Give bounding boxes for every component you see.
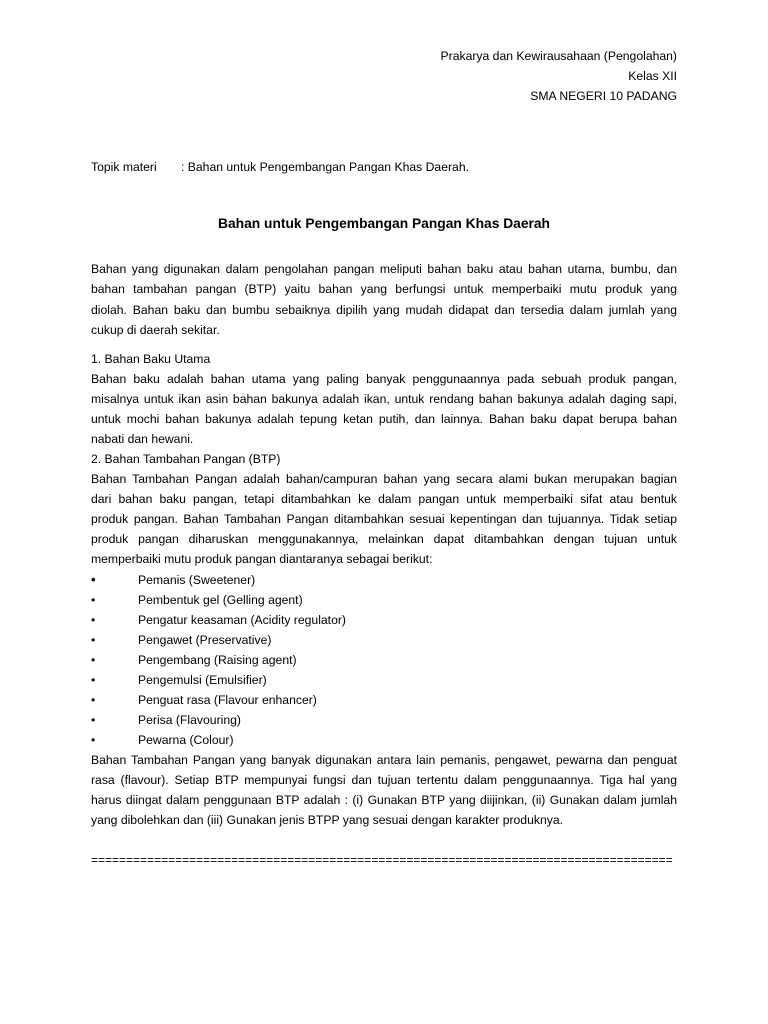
paragraph-line: dari bahan baku pangan, tetapi ditambahkan ke dalam pangan untuk memperbaiki sifat atau bentuk xyxy=(91,492,677,507)
btp-paragraph xyxy=(91,469,677,569)
bullet-marker: • xyxy=(91,632,96,647)
paragraph-line: memperbaiki mutu produk pangan diantaranya sebagai berikut: xyxy=(91,552,433,567)
list-item-text: Pengatur keasaman (Acidity regulator) xyxy=(138,612,346,627)
section-heading-bahan-baku: 1. Bahan Baku Utama xyxy=(91,352,211,366)
bullet-marker: • xyxy=(91,732,96,747)
bullet-marker: • xyxy=(91,652,96,667)
list-item xyxy=(91,590,677,610)
document-header xyxy=(441,46,677,106)
paragraph-line: diolah. Bahan baku dan bumbu sebaiknya dipilih yang mudah didapat dan tersedia dalam jumlah yang xyxy=(91,302,677,317)
bahan-baku-paragraph xyxy=(91,369,677,449)
paragraph-line: Bahan baku adalah bahan utama yang paling banyak penggunaannya pada sebuah produk pangan, xyxy=(91,372,677,387)
list-item-text: Pemanis (Sweetener) xyxy=(138,572,256,587)
list-item xyxy=(91,670,677,690)
header-school: SMA NEGERI 10 PADANG xyxy=(530,89,677,103)
bullet-marker: • xyxy=(91,592,96,607)
bullet-marker: • xyxy=(91,692,96,707)
list-item-text: Pembentuk gel (Gelling agent) xyxy=(138,592,303,607)
bullet-marker: • xyxy=(91,712,96,727)
paragraph-line: yang dibolehkan dan (iii) Gunakan jenis BTPP yang sesuai dengan karakter produknya. xyxy=(91,813,563,828)
paragraph-line: Bahan Tambahan Pangan adalah bahan/campuran bahan yang secara alami bukan merupakan bagian xyxy=(91,472,677,487)
paragraph-line: Bahan Tambahan Pangan yang banyak digunakan antara lain pemanis, pengawet, pewarna dan penguat xyxy=(91,752,677,767)
list-item-text: Pewarna (Colour) xyxy=(138,732,234,747)
btp-category-list xyxy=(91,570,677,750)
list-item-text: Pengawet (Preservative) xyxy=(138,632,272,647)
document-title: Bahan untuk Pengembangan Pangan Khas Daerah xyxy=(218,216,550,231)
list-item xyxy=(91,630,677,650)
bullet-marker: • xyxy=(91,612,96,627)
list-item xyxy=(91,610,677,630)
list-item xyxy=(91,690,677,710)
paragraph-line: misalnya untuk ikan asin bahan bakunya adalah ikan, untuk rendang bahan bakunya adalah daging sapi, xyxy=(91,392,677,407)
header-class: Kelas XII xyxy=(628,69,677,83)
paragraph-line: rasa (flavour). Setiap BTP mempunyai fungsi dan tujuan tertentu dalam penggunaannya. Tiga hal yang xyxy=(91,772,677,787)
header-subject: Prakarya dan Kewirausahaan (Pengolahan) xyxy=(440,49,677,63)
btp-usage-paragraph xyxy=(91,750,677,830)
list-item-text: Pengemulsi (Emulsifier) xyxy=(138,672,267,687)
paragraph-line: untuk mochi bahan bakunya adalah tepung ketan putih, dan lainnya. Bahan baku dapat berupa bahan xyxy=(91,412,677,427)
topic-label: Topik materi xyxy=(91,160,157,174)
paragraph-line: cukup di daerah sekitar. xyxy=(91,322,220,337)
topic-row xyxy=(91,157,677,177)
list-item xyxy=(91,650,677,670)
list-item xyxy=(91,710,677,730)
paragraph-line: Bahan yang digunakan dalam pengolahan pangan meliputi bahan baku atau bahan utama, bumbu, dan xyxy=(91,262,677,276)
intro-paragraph xyxy=(91,259,677,340)
list-item xyxy=(91,730,677,750)
section-heading-btp: 2. Bahan Tambahan Pangan (BTP) xyxy=(91,452,281,467)
list-item-text: Perisa (Flavouring) xyxy=(138,712,241,727)
paragraph-line: harus diingat dalam penggunaan BTP adalah : (i) Gunakan BTP yang diijinkan, (ii) Gunakan dalam jumlah xyxy=(91,793,677,808)
separator-line: =================================================================================== xyxy=(91,853,673,867)
list-item xyxy=(91,570,677,590)
bullet-marker: • xyxy=(91,672,96,687)
paragraph-line: produk pangan diharuskan menggunakannya, melainkan dapat ditambahkan dengan tujuan untuk xyxy=(91,532,677,547)
list-item-text: Pengembang (Raising agent) xyxy=(138,652,297,667)
paragraph-line: produk pangan. Bahan Tambahan Pangan ditambahkan sesuai kepentingan dan tujuannya. Tidak setiap xyxy=(91,512,677,527)
paragraph-line: nabati dan hewani. xyxy=(91,432,194,447)
topic-value: : Bahan untuk Pengembangan Pangan Khas Daerah. xyxy=(181,160,469,174)
paragraph-line: bahan tambahan pangan (BTP) yaitu bahan yang berfungsi untuk memperbaiki mutu produk yang xyxy=(91,282,677,297)
list-item-text: Penguat rasa (Flavour enhancer) xyxy=(138,692,317,707)
document-body xyxy=(91,349,677,830)
bullet-marker: • xyxy=(91,571,96,587)
